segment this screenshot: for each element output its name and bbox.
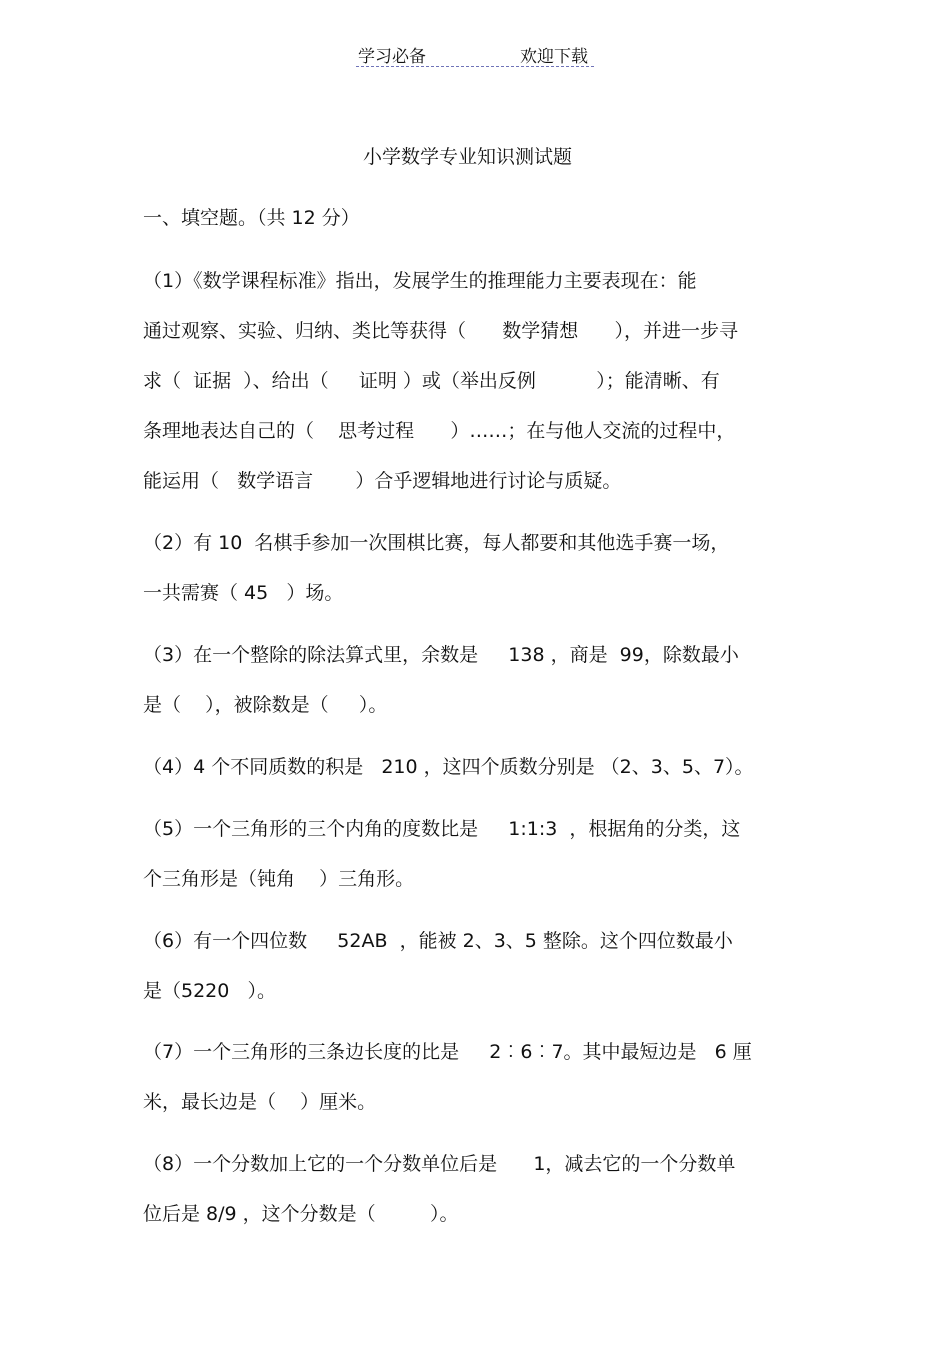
page-header (356, 42, 594, 67)
question-6-line-1: （6）有一个四位数 52AB ，能被 2、3、5 整除。这个四位数最小 (143, 930, 733, 952)
question-8-line-2: 位后是 8/9 ，这个分数是（ ）。 (143, 1203, 459, 1225)
question-1-line-5: 能运用（ 数学语言 ）合乎逻辑地进行讨论与质疑。 (143, 470, 622, 492)
question-2-line-2: 一共需赛（ 45 ）场。 (143, 582, 344, 604)
document-title: 小学数学专业知识测试题 (362, 146, 572, 168)
question-1-line-2: 通过观察、实验、归纳、类比等获得（ 数学猜想 ），并进一步寻 (143, 320, 738, 342)
question-7-line-1: （7）一个三角形的三条边长度的比是 2︰6︰7。其中最短边是 6 厘 (143, 1041, 752, 1063)
question-1-line-3: 求（ 证据 ）、给出（ 证明 ）或（举出反例 ）；能清晰、有 (143, 370, 720, 392)
question-4-line-1: （4）4 个不同质数的积是 210 ，这四个质数分别是 （2、3、5、7）。 (143, 756, 754, 778)
question-1-line-1: （1）《数学课程标准》指出，发展学生的推理能力主要表现在：能 (143, 270, 697, 292)
question-3-line-2: 是（ ），被除数是（ ）。 (143, 694, 388, 716)
question-2-line-1: （2）有 10 名棋手参加一次围棋比赛，每人都要和其他选手赛一场， (143, 532, 730, 554)
question-1-line-4: 条理地表达自己的（ 思考过程 ）……；在与他人交流的过程中， (143, 420, 736, 442)
section-heading: 一、填空题。（共 12 分） (143, 207, 360, 229)
question-8-line-1: （8）一个分数加上它的一个分数单位后是 1，减去它的一个分数单 (143, 1153, 736, 1175)
question-6-line-2: 是（5220 ）。 (143, 980, 276, 1002)
question-7-line-2: 米，最长边是（ ）厘米。 (143, 1091, 377, 1113)
header-right-text: 欢迎下载 (520, 47, 588, 67)
question-3-line-1: （3）在一个整除的除法算式里，余数是 138 ，商是 99，除数最小 (143, 644, 739, 666)
question-5-line-1: （5）一个三角形的三个内角的度数比是 1:1:3 ，根据角的分类，这 (143, 818, 741, 840)
header-left-text: 学习必备 (358, 47, 426, 67)
question-5-line-2: 个三角形是（钝角 ）三角形。 (143, 868, 415, 890)
